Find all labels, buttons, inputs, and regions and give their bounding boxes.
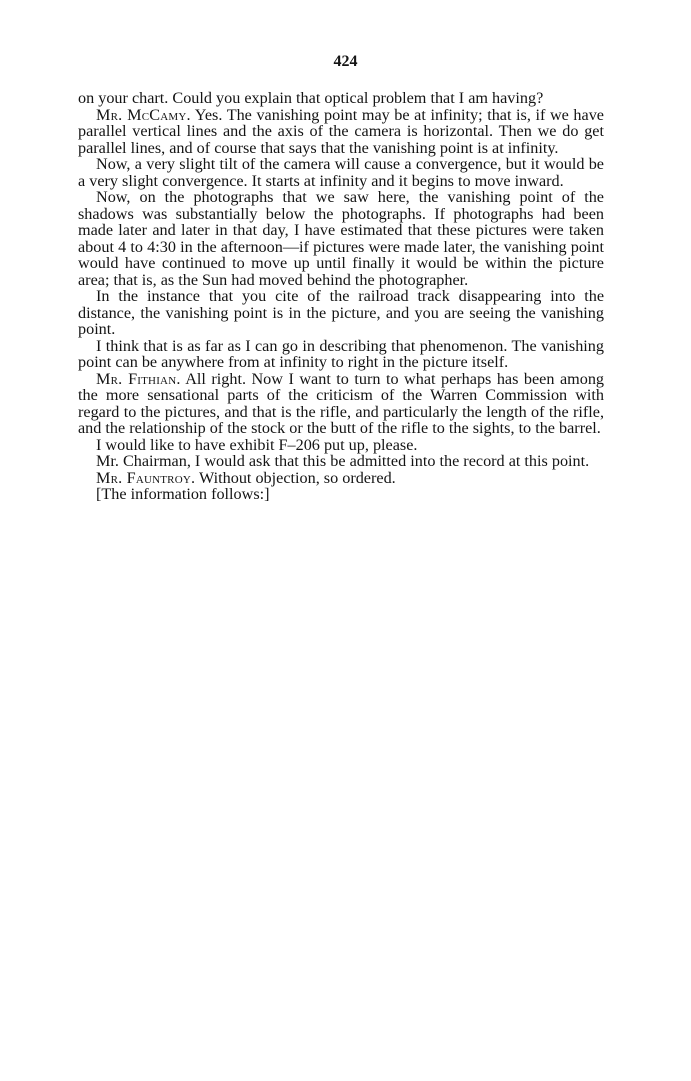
paragraph-text: Now, on the photographs that we saw here, the vanishing point of the shadows was substantially below the photographs. If photographs had been made later and later in that day, I have estimated that these pictures were taken about 4 to 4:30 in the afternoon—if pictures were made later, the vanishing point would have continued to move up until finally it would be within the picture area; that is, as the Sun had moved behind the photographer. (78, 188, 604, 289)
page-number: 424 (333, 53, 358, 70)
paragraph (78, 437, 604, 454)
paragraph (78, 288, 604, 338)
speaker-name: Mr. Fauntroy. (96, 468, 196, 487)
transcript-body (78, 90, 604, 503)
paragraph-text: on your chart. Could you explain that optical problem that I am having? (78, 89, 544, 107)
paragraph (78, 156, 604, 189)
paragraph-text: Mr. Chairman, I would ask that this be admitted into the record at this point. (96, 452, 590, 470)
paragraph (78, 486, 604, 503)
paragraph-text: I would like to have exhibit F–206 put up, please. (96, 435, 418, 454)
paragraph-text: Now, a very slight tilt of the camera will cause a convergence, but it would be a very slight convergence. It starts at infinity and it begins to move inward. (78, 155, 604, 190)
paragraph (78, 338, 604, 371)
paragraph-text: Without objection, so ordered. (195, 468, 396, 487)
paragraph (78, 453, 604, 470)
paragraph (78, 189, 604, 288)
paragraph-text: All right. Now I want to turn to what perhaps has been among the more sensational parts of the criticism of the Warren Commission with regard to the pictures, and that is the rifle, and particularly the length of the rifle, and the relationship of the stock or the butt of the rifle to the sights, to the barrel. (78, 369, 605, 437)
speaker-name: Mr. McCamy. (96, 105, 191, 124)
paragraph (78, 90, 604, 107)
paragraph-text: In the instance that you cite of the railroad track disappearing into the distance, the vanishing point is in the picture, and you are seeing the vanishing point. (78, 287, 604, 338)
paragraph (78, 371, 604, 437)
paragraph (78, 470, 604, 487)
paragraph-text: Yes. The vanishing point may be at infinity; that is, if we have parallel vertical lines and the axis of the camera is horizontal. Then we do get parallel lines, and of course that says that the vanishing point is at infinity. (78, 105, 604, 157)
paragraph-text: I think that is as far as I can go in describing that phenomenon. The vanishing point can be anywhere from at infinity to right in the picture itself. (78, 336, 604, 371)
paragraph-text: [The information follows:] (96, 485, 270, 503)
speaker-name: Mr. Fithian. (96, 369, 181, 388)
paragraph (78, 107, 604, 157)
